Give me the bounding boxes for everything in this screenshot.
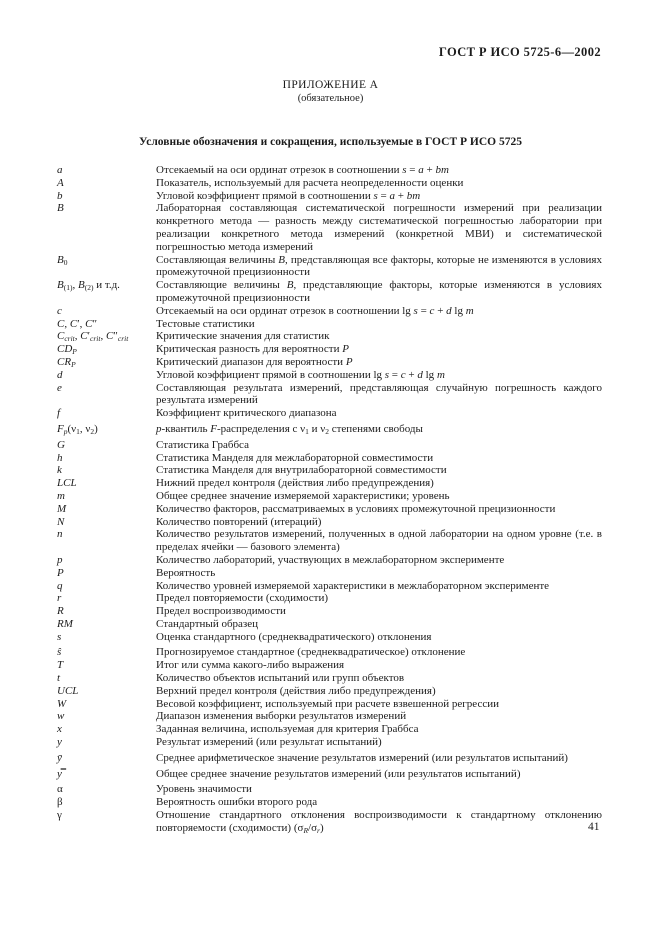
symbol-description: Статистика Граббса xyxy=(156,438,249,451)
symbol-row xyxy=(57,685,602,698)
symbol-description: Критическая разность для вероятности P xyxy=(156,343,349,356)
symbol-cell: N xyxy=(57,515,65,528)
symbol-cell: t xyxy=(57,672,61,685)
symbol-cell: h xyxy=(57,451,63,464)
symbol-cell: r xyxy=(57,592,62,605)
symbol-description: Количество объектов испытаний или групп объектов xyxy=(156,672,405,685)
symbol-row xyxy=(57,439,602,452)
document-header: ГОСТ Р ИСО 5725-6—2002 xyxy=(438,45,601,59)
symbol-row xyxy=(57,516,602,529)
symbol-row xyxy=(57,631,602,644)
symbol-row xyxy=(57,809,602,835)
symbol-row xyxy=(57,672,602,685)
symbol-description: Заданная величина, используемая для критерия Граббса xyxy=(156,723,419,736)
symbol-description: Стандартный образец xyxy=(156,617,259,630)
symbol-cell: f xyxy=(57,407,61,420)
symbol-description: Количество факторов, рассматриваемых в условиях промежуточной прецизионности xyxy=(156,502,556,515)
symbol-cell: A xyxy=(57,176,64,189)
symbols-list xyxy=(57,164,602,835)
symbol-cell: n xyxy=(57,528,63,541)
page-number: 41 xyxy=(588,821,600,833)
symbol-row xyxy=(57,382,602,408)
symbol-row xyxy=(57,452,602,465)
symbol-row xyxy=(57,305,602,318)
symbol-description: Лабораторная составляющая систематической погрешности измерений при реализации конкретного метода — разность между систематической погрешностью лаборатории при реализации конкретного метода измерений (конкретной МВИ) и систематической погрешностью метода измерений xyxy=(156,202,602,253)
symbol-row xyxy=(57,646,602,659)
symbol-row xyxy=(57,605,602,618)
symbol-cell: p xyxy=(57,553,63,566)
symbol-row xyxy=(57,164,602,177)
symbol-row xyxy=(57,768,602,781)
symbol-row xyxy=(57,330,602,343)
symbol-description: p-квантиль F-распределения с $\nu_1$ и $\nu_2$ степенями свободы xyxy=(156,422,423,436)
symbol-row xyxy=(57,723,602,736)
symbol-description: Количество лабораторий, участвующих в межлабораторном эксперименте xyxy=(156,553,505,566)
symbol-cell: R xyxy=(57,605,64,618)
symbol-cell: q xyxy=(57,579,63,592)
symbol-description: Прогнозируемое стандартное (среднеквадратическое) отклонение xyxy=(156,646,466,659)
symbol-cell: y̿ xyxy=(57,767,62,780)
symbol-row xyxy=(57,318,602,331)
symbol-row xyxy=(57,423,602,436)
symbol-description: Показатель, используемый для расчета неопределенности оценки xyxy=(156,176,464,189)
symbol-description: Отсекаемый на оси ординат отрезок в соотношении s = a + bm xyxy=(156,164,449,176)
symbol-cell: s xyxy=(57,630,62,643)
symbol-description: Тестовые статистики xyxy=(156,317,255,330)
symbol-cell: d xyxy=(57,368,63,381)
symbol-cell: $CD_P$ xyxy=(57,343,77,357)
symbol-row xyxy=(57,356,602,369)
symbol-description: Диапазон изменения выборки результатов измерений xyxy=(156,710,407,723)
symbol-description: Количество результатов измерений, полученных в одной лаборатории на одном уровне (т.е. в пределах ячейки — базового элемента) xyxy=(156,528,602,554)
symbol-description: Количество повторений (итераций) xyxy=(156,515,322,528)
symbol-cell: T xyxy=(57,659,64,672)
symbol-row xyxy=(57,783,602,796)
symbol-description: Статистика Манделя для внутрилабораторной совместимости xyxy=(156,464,447,477)
symbol-cell: C, C′, C″ xyxy=(57,317,98,330)
symbol-description: Общее среднее значение результатов измерений (или результатов испытаний) xyxy=(156,767,521,780)
symbol-cell: y xyxy=(57,736,62,749)
symbol-row xyxy=(57,736,602,749)
symbol-row xyxy=(57,190,602,203)
symbol-cell: $F_p(\nu_1$, $\nu_2$) xyxy=(57,422,98,436)
symbol-cell: P xyxy=(57,566,64,579)
symbol-description: Итог или сумма какого-либо выражения xyxy=(156,659,345,672)
symbol-cell: ŝ xyxy=(57,646,62,659)
symbol-row xyxy=(57,254,602,280)
symbol-row xyxy=(57,710,602,723)
appendix-heading: ПРИЛОЖЕНИЕ А xyxy=(282,79,379,91)
symbol-cell: $B_{(1)}$, $B_{(2)}$ и т.д. xyxy=(57,279,120,293)
symbol-row xyxy=(57,279,602,305)
symbol-row xyxy=(57,464,602,477)
symbol-description: Коэффициент критического диапазона xyxy=(156,407,337,420)
symbol-description: Нижний предел контроля (действия либо предупреждения) xyxy=(156,477,434,490)
symbol-description: Результат измерений (или результат испытаний) xyxy=(156,736,382,749)
symbol-cell: RM xyxy=(57,617,73,630)
appendix-type: (обязательное) xyxy=(297,93,364,104)
symbol-cell: x xyxy=(57,723,62,736)
symbol-cell: c xyxy=(57,304,62,317)
symbol-cell: w xyxy=(57,710,65,723)
symbol-description: Количество уровней измеряемой характеристики в межлабораторном эксперименте xyxy=(156,579,550,592)
symbol-row xyxy=(57,528,602,554)
symbol-row xyxy=(57,503,602,516)
symbol-row xyxy=(57,796,602,809)
symbol-description: Оценка стандартного (среднеквадратического) отклонения xyxy=(156,630,432,643)
appendix-heading-block xyxy=(0,79,661,105)
symbol-description: Критические значения для статистик xyxy=(156,330,330,343)
symbol-row xyxy=(57,567,602,580)
symbol-cell: b xyxy=(57,189,63,202)
symbol-row xyxy=(57,618,602,631)
symbol-description: Составляющая результата измерений, представляющая случайную погрешность каждого результата измерений xyxy=(156,381,602,407)
symbol-description: Предел повторяемости (сходимости) xyxy=(156,592,328,605)
symbol-row xyxy=(57,369,602,382)
symbol-description: Составляющие величины B, представляющие факторы, которые изменяются в условиях промежуточной прецизионности xyxy=(156,279,602,304)
symbol-description: Весовой коэффициент, используемый при расчете взвешенной регрессии xyxy=(156,697,499,710)
symbol-cell: B xyxy=(57,202,64,215)
symbol-description: Отсекаемый на оси ординат отрезок в соотношении lg s = c + d lg m xyxy=(156,304,474,317)
symbol-cell: ȳ xyxy=(57,751,62,764)
symbol-row xyxy=(57,554,602,567)
symbol-cell: a xyxy=(57,164,63,176)
symbol-cell: $CR_P$ xyxy=(57,355,76,369)
symbol-cell: γ xyxy=(57,809,62,822)
symbol-cell: LCL xyxy=(57,477,77,490)
symbol-description: Среднее арифметическое значение результатов измерений (или результатов испытаний) xyxy=(156,751,568,764)
symbol-row xyxy=(57,490,602,503)
symbol-row xyxy=(57,580,602,593)
symbol-description: Отношение стандартного отклонения воспроизводимости к стандартному отклонению повторяемости (сходимости) $(\sigma_R/\sigma_r)$ xyxy=(156,809,602,835)
symbol-description: Составляющая величины B, представляющая все факторы, которые не изменяются в условиях промежуточной прецизионности xyxy=(156,253,602,279)
symbol-cell: UCL xyxy=(57,684,79,697)
symbol-description: Предел воспроизводимости xyxy=(156,605,286,618)
symbol-description: Общее среднее значение измеряемой характеристики; уровень xyxy=(156,489,450,502)
symbol-description: Статистика Манделя для межлабораторной совместимости xyxy=(156,451,434,464)
symbol-cell: β xyxy=(57,796,63,809)
symbol-row xyxy=(57,659,602,672)
symbol-row xyxy=(57,202,602,253)
symbol-row xyxy=(57,592,602,605)
document-title: Условные обозначения и сокращения, используемые в ГОСТ Р ИСО 5725 xyxy=(139,136,522,148)
symbol-cell: $B_0$ xyxy=(57,253,68,267)
symbol-description: Верхний предел контроля (действия либо предупреждения) xyxy=(156,684,436,697)
symbol-description: Угловой коэффициент прямой в соотношении s = a + bm xyxy=(156,189,421,202)
symbol-cell: $C_{crit}$, $C'_{crit}$, $C''_{crit}$ xyxy=(57,330,129,344)
symbol-row xyxy=(57,752,602,765)
symbol-description: Вероятность ошибки второго рода xyxy=(156,796,318,809)
symbol-cell: k xyxy=(57,464,62,477)
symbol-cell: m xyxy=(57,489,65,502)
symbol-description: Вероятность xyxy=(156,566,216,579)
symbol-cell: M xyxy=(57,502,67,515)
symbol-row xyxy=(57,477,602,490)
symbol-description: Угловой коэффициент прямой в соотношении lg s = c + d lg m xyxy=(156,368,445,381)
symbol-cell: α xyxy=(57,783,63,796)
symbol-description: Критический диапазон для вероятности P xyxy=(156,355,353,368)
symbol-row xyxy=(57,407,602,420)
symbol-row xyxy=(57,698,602,711)
symbol-row xyxy=(57,343,602,356)
symbol-cell: W xyxy=(57,697,67,710)
symbol-cell: e xyxy=(57,381,62,394)
symbol-description: Уровень значимости xyxy=(156,783,252,796)
symbol-cell: G xyxy=(57,438,65,451)
symbol-row xyxy=(57,177,602,190)
